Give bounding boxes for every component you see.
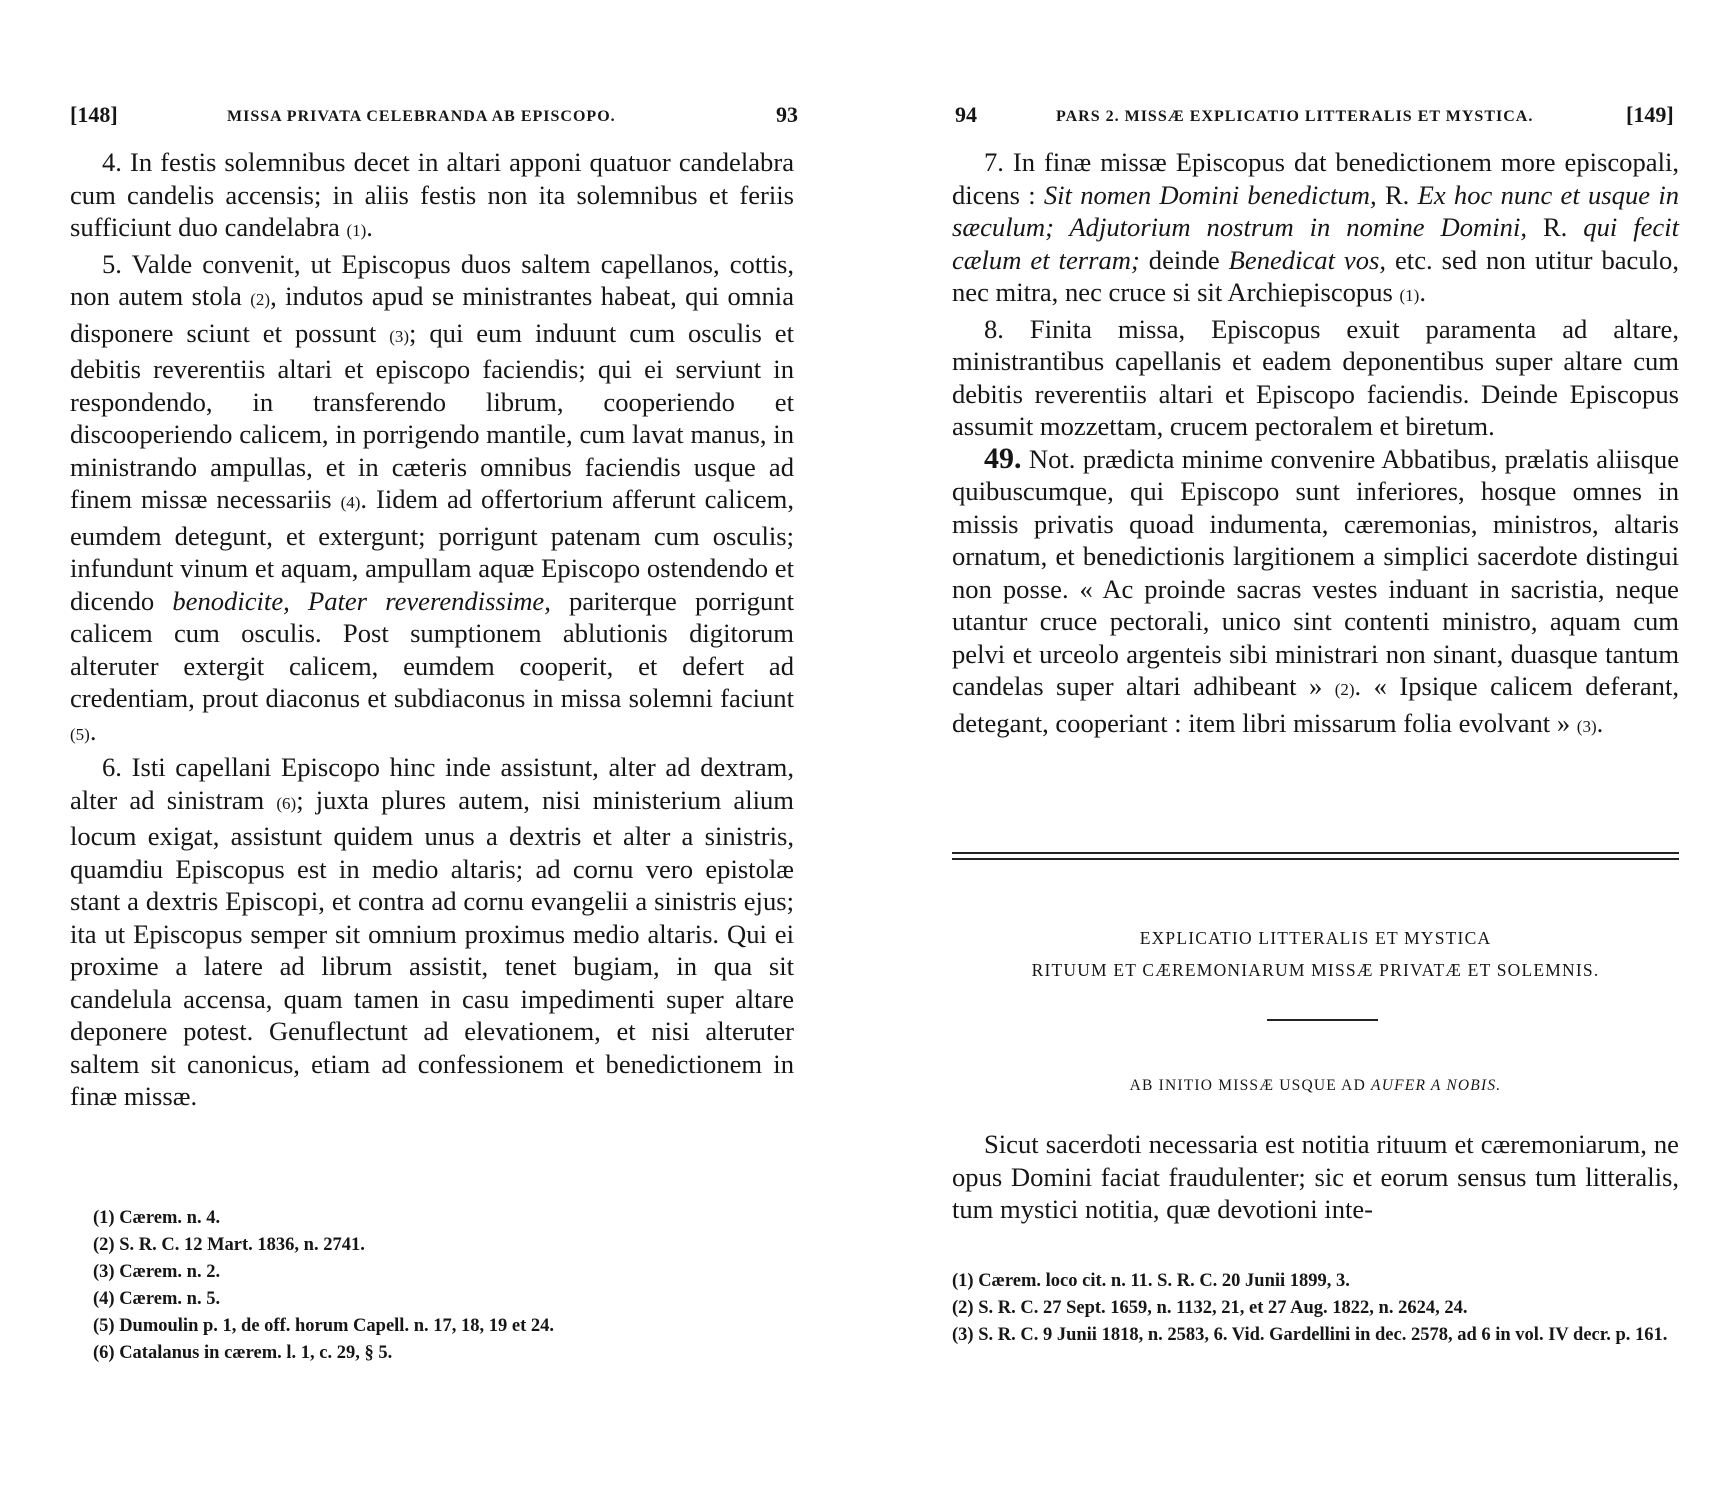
footnote-5: (5) Dumoulin p. 1, de off. horum Capell. n. 17, 18, 19 et 24. [93,1316,554,1336]
left-header-title: MISSA PRIVATA CELEBRANDA AB EPISCOPO. [227,108,616,125]
footnote-6: (6) Catalanus in cærem. l. 1, c. 29, § 5. [93,1343,393,1363]
section-title-line-1: EXPLICATIO LITTERALIS ET MYSTICA [1139,928,1492,948]
italic-text: Sit nomen Domini benedictum, [1043,179,1377,210]
left-body-text [70,146,794,1113]
footnote-ref: (2) [1334,680,1355,699]
paragraph-p6: 6. Isti capellani Episcopo hinc inde assistunt, alter ad dextram, alter ad sinistram (6); juxta plures autem, nisi ministerium alium locum exigat, assistunt quidem unus a dextris et alter a sinistris, quamdiu Episcopus est in medio altaris; ad cornu vero epistolæ stant a dextris Episcopi, et contra ad cornu evangelii a sinistris ejus; ita ut Episcopus semper sit omnium proximus medio altaris. Qui ei proxime a latere ad librum assistit, tenet bugiam, in qua sit candelula accensa, quam tamen in casu impedimenti super altare deponere potest. Genuflectunt ad elevationem, et nisi alteruter saltem sit canonicus, etiam ad confessionem et benedictionem in finæ missæ. [70,752,794,1111]
footnote-ref: (6) [276,793,297,813]
subsection-heading [952,1077,1679,1095]
footnote-2: (2) S. R. C. 27 Sept. 1659, n. 1132, 21, et 27 Aug. 1822, n. 2624, 24. [952,1298,1468,1318]
left-bracket-number: [148] [70,102,118,127]
footnote-4: (4) Cærem. n. 5. [93,1289,221,1309]
footnote-ref: (1) [1399,286,1420,305]
final-paragraph-text: Sicut sacerdoti necessaria est notitia rituum et cæremoniarum, ne opus Domini faciat fraudulenter; sic et eorum sensus tum litteralis, tum mystici notitia, quæ devotioni inte- [952,1129,1679,1224]
left-footnotes [93,1205,554,1367]
section-divider-rule [952,852,1679,854]
paragraph-p5: 5. Valde convenit, ut Episcopus duos saltem capellanos, cottis, non autem stola (2), indutos apud se ministrantes habeat, qui omnia disponere sciunt et possunt (3); qui eum induunt cum osculis et debitis reverentiis altari et episcopo faciendis; qui ei serviunt in respondendo, in transferendo librum, cooperiendo et discooperiendo calicem, in porrigendo mantile, cum lavat manus, in ministrando ampullas, et in cæteris omnibus faciendis usque ad finem missæ necessariis (4). Iidem ad offertorium afferunt calicem, eumdem detegunt, et extergunt; porrigunt patenam cum osculis; infundunt vinum et aquam, ampullam aquæ Episcopo ostendendo et dicendo benodicite, Pater reverendissime, pariterque porrigunt calicem cum osculis. Post sumptionem ablutionis digitorum alteruter extergit calicem, eumdem cooperit, et defert ad credentiam, prout diaconus et subdiaconus in missa solemni faciunt (5). [70,248,795,746]
footnote-ref: (3) [389,326,410,346]
final-paragraph [952,1128,1679,1226]
footnote-1: (1) Cærem. loco cit. n. 11. S. R. C. 20 Junii 1899, 3. [952,1271,1350,1291]
subsection-heading-italic: AUFER A NOBIS. [1371,1077,1502,1094]
right-body-text [952,146,1679,743]
paragraph-p8: 8. Finita missa, Episcopus exuit paramenta ad altare, ministrantibus capellanis et eadem deponentibus super altare cum debitis reverentiis altari et Episcopo faciendis. Deinde Episcopus assumit mozzettam, crucem pectoralem et biretum. [952,313,1679,441]
right-bracket-number: [149] [1626,102,1674,127]
section-short-rule [1267,1019,1378,1021]
paragraph-p7: 7. In finæ missæ Episcopus dat benedictionem more episcopali, dicens : Sit nomen Domini benedictum, R. Ex hoc nunc et usque in sæculum; Adjutorium nostrum in nomine Domini, R. qui fecit cælum et terram; deinde Benedicat vos, etc. sed non utitur baculo, nec mitra, nec cruce si sit Archiepiscopus (1). [952,147,1680,307]
right-footnotes [952,1268,1679,1349]
footnote-ref: (1) [346,221,367,240]
italic-text: qui fecit cælum et terram; [952,212,1680,275]
italic-text: Benedicat vos, [1228,244,1387,275]
right-header-title: PARS 2. MISSÆ EXPLICATIO LITTERALIS ET MYSTICA. [1056,108,1534,125]
footnote-2: (2) S. R. C. 12 Mart. 1836, n. 2741. [93,1235,365,1255]
footnote-ref: (3) [1576,716,1597,736]
paragraph-p49: 49. Not. prædicta minime convenire Abbatibus, prælatis aliisque quibuscumque, qui Episcopo sunt inferiores, hosque omnes in missis privatis quoad indumenta, cæremonias, ministros, altaris ornatum, et benedictionis largitionem a simplici sacerdote distingui non posse. « Ac proinde sacras vestes induant in sacristia, neque utantur cruce pectorali, unico sint contenti ministro, aquam cum pelvi et urceolo argenteis sibi ministrari non sinant, duasque tantum candelas super altari adhibeant » (2). « Ipsique calicem deferant, detegant, cooperiant : item libri missarum folia evolvant » (3). [952,441,1679,738]
right-page-number: 94 [955,102,977,127]
italic-text: benodicite, Pater reverendissime, [172,585,551,616]
right-page [867,0,1734,1500]
subsection-heading-prefix: AB INITIO MISSÆ USQUE AD [1129,1077,1372,1094]
footnote-ref: (5) [70,724,90,744]
section-title-line-2: RITUUM ET CÆREMONIARUM MISSÆ PRIVATÆ ET SOLEMNIS. [1031,960,1600,980]
footnote-3: (3) S. R. C. 9 Junii 1818, n. 2583, 6. Vid. Gardellini in dec. 2578, ad 6 in vol. IV decr. p. 161. [952,1325,1668,1345]
paragraph-p4: 4. In festis solemnibus decet in altari apponi quatuor candelabra cum candelis accensis; in aliis festis non ita solemnibus et feriis sufficiunt duo candelabra (1). [70,147,794,242]
section-number: 49. [984,441,1022,475]
right-running-head [955,102,1685,138]
left-running-head [70,102,800,138]
footnote-ref: (4) [340,493,361,512]
italic-text: Ex hoc nunc et usque in sæculum; Adjutorium nostrum in nomine Domini, [952,179,1680,242]
left-page-number: 93 [776,102,798,127]
footnote-1: (1) Cærem. n. 4. [93,1208,221,1228]
footnote-3: (3) Cærem. n. 2. [93,1262,221,1282]
footnote-ref: (2) [250,290,271,309]
